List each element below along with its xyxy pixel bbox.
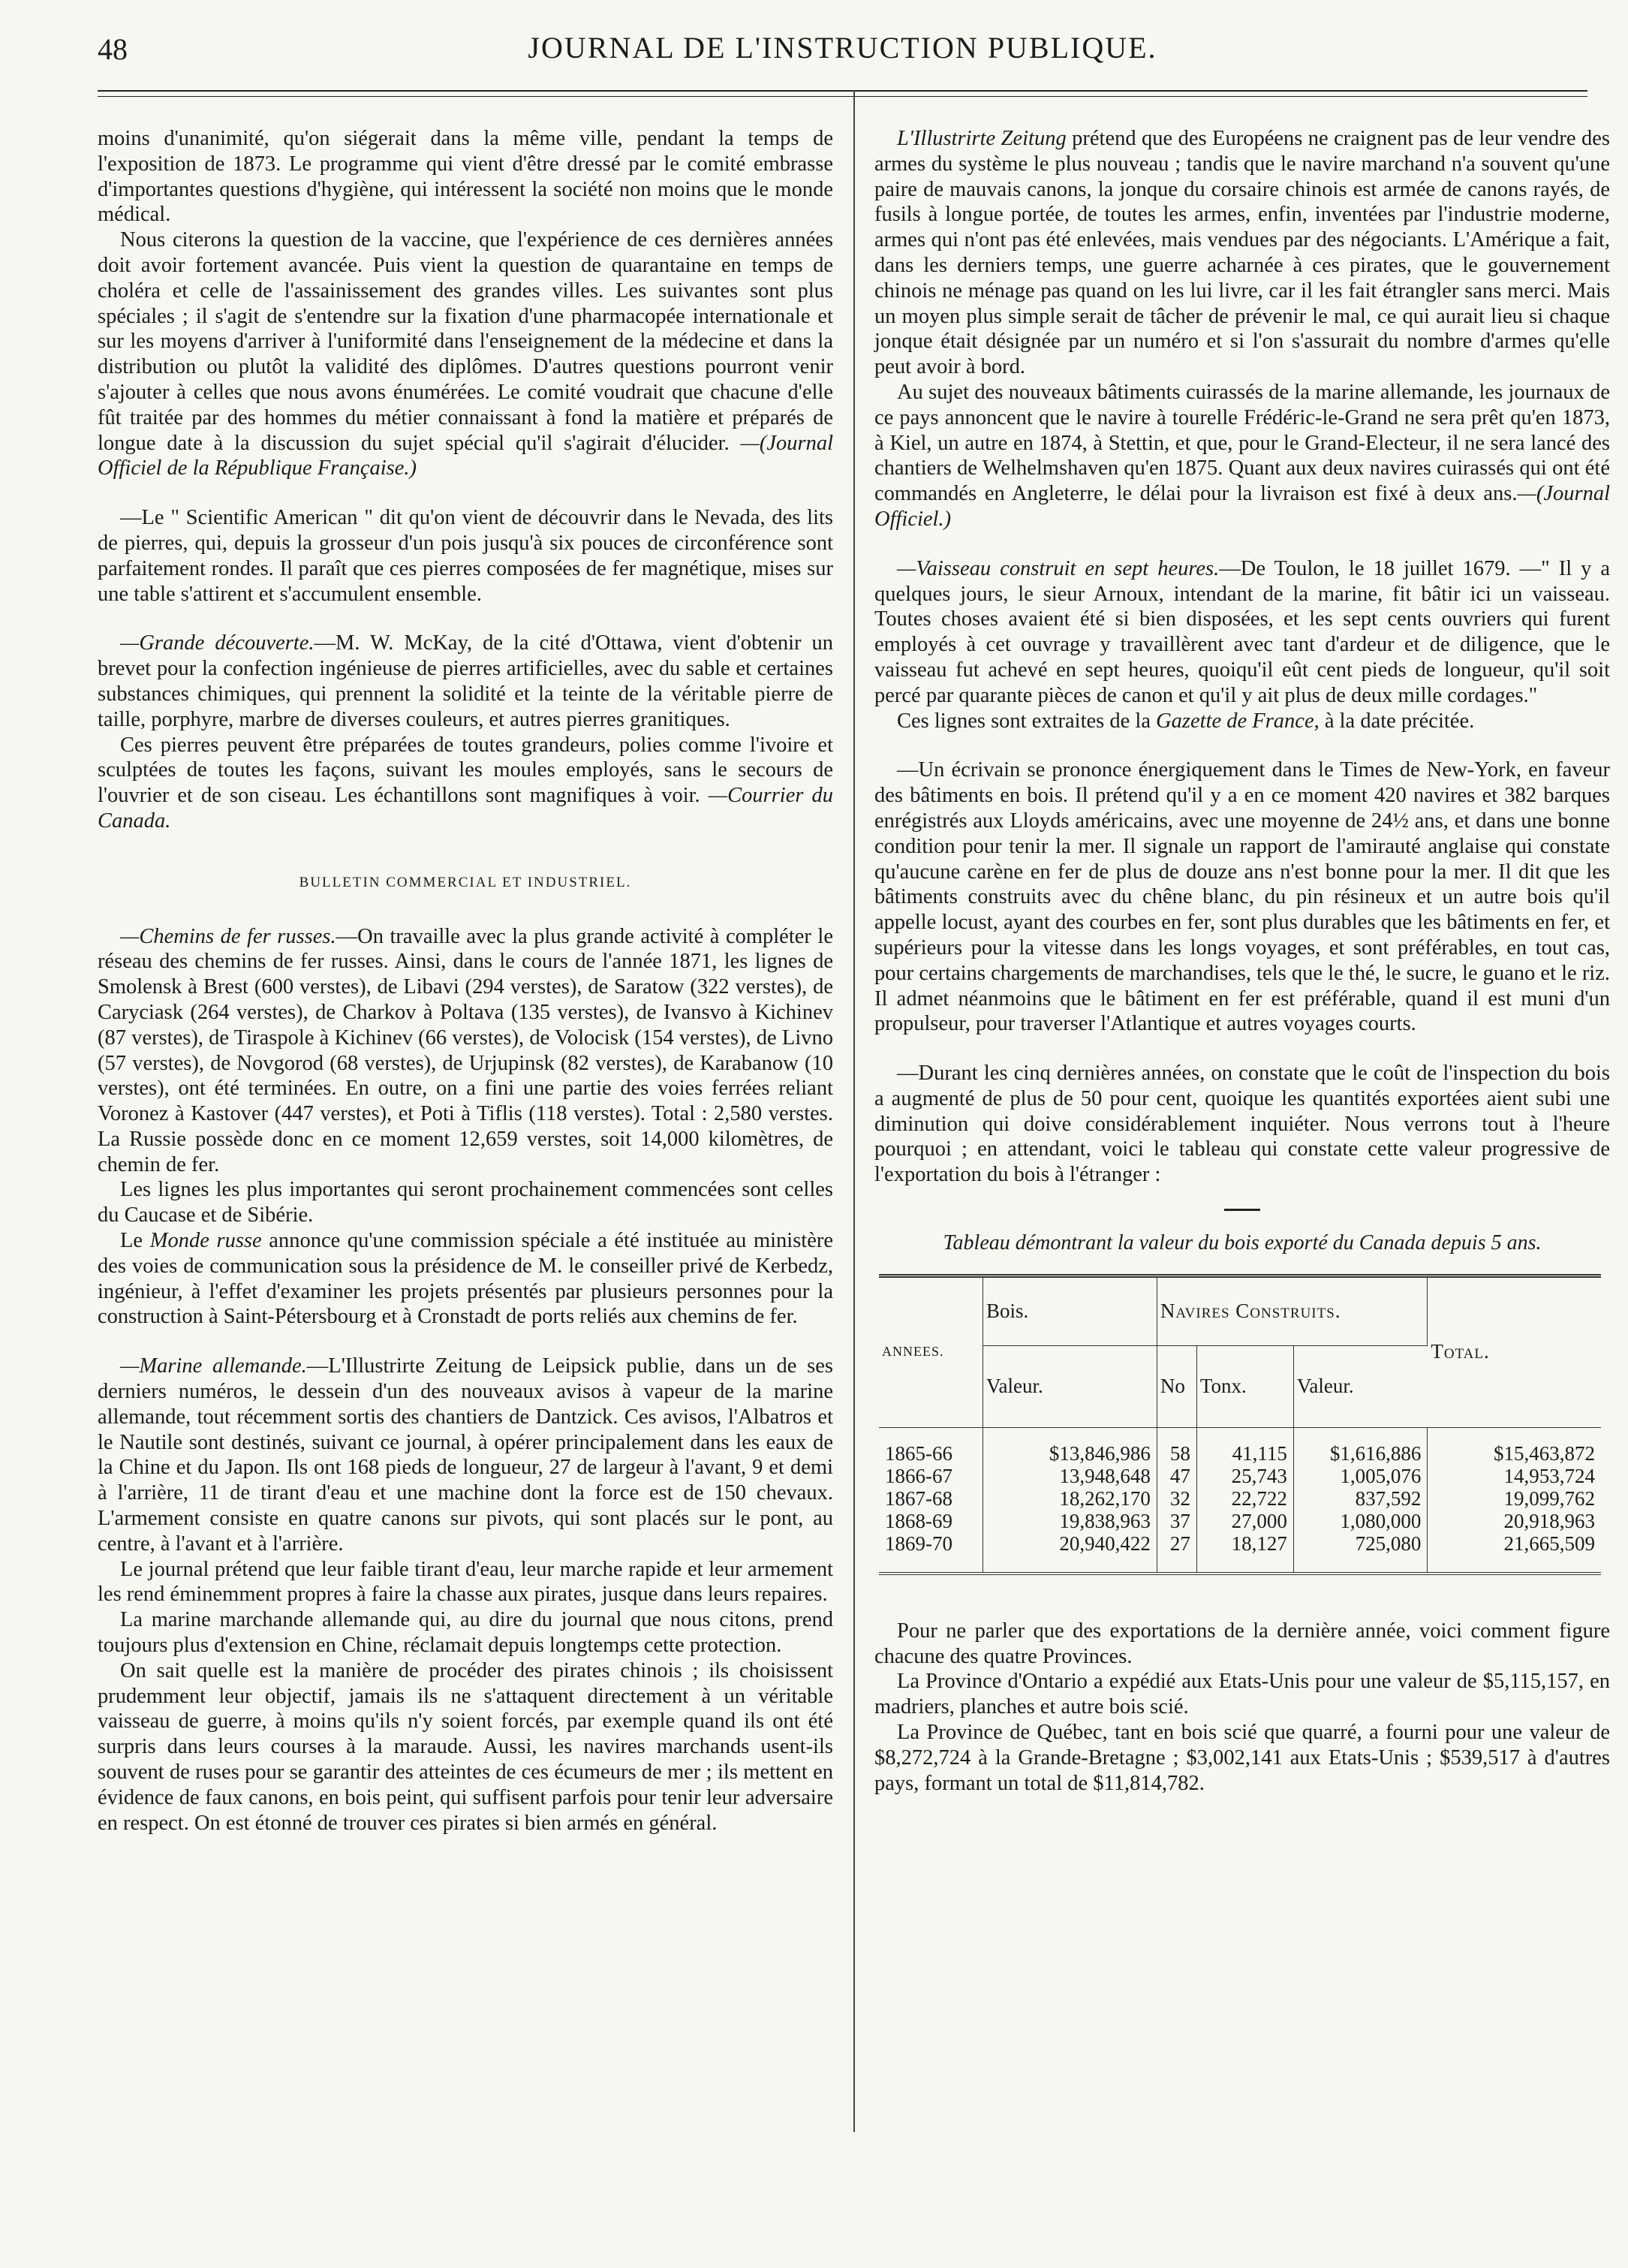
cell-tonx: 41,115	[1196, 1427, 1293, 1465]
article-paragraph	[874, 556, 1610, 709]
table-row	[879, 1487, 1601, 1510]
article-paragraph	[98, 505, 833, 607]
paragraph-text: Ces pierres peuvent être préparées de toutes grandeurs, polies comme l'ivoire et sculptées de toutes les façons, suivant les moules employés, sans le secours de l'ouvrier et de son ciseau. Les échantillons sont magnifiques à voir.	[98, 733, 833, 808]
article-paragraph	[98, 631, 833, 732]
after-table-section	[874, 1619, 1610, 1797]
cell-tonx: 22,722	[1196, 1487, 1293, 1510]
cell-navires-valeur: 1,005,076	[1293, 1465, 1428, 1487]
article-title: —Chemins de fer russes.	[120, 924, 336, 948]
header-total: Total.	[1428, 1276, 1601, 1427]
article-paragraph	[98, 733, 833, 834]
header-valeur-navires: Valeur.	[1293, 1345, 1428, 1427]
cell-year: 1868-69	[879, 1510, 983, 1532]
cell-no: 32	[1157, 1487, 1196, 1510]
cell-no: 27	[1157, 1532, 1196, 1574]
article-paragraph	[874, 1619, 1610, 1670]
header-rule-thin	[98, 96, 1587, 97]
cell-bois-valeur: 18,262,170	[983, 1487, 1157, 1510]
cell-bois-valeur: $13,846,986	[983, 1427, 1157, 1465]
article-title: —Grande découverte.	[120, 631, 314, 655]
right-column	[874, 126, 1610, 1796]
header-valeur: Valeur.	[983, 1345, 1157, 1427]
cell-no: 58	[1157, 1427, 1196, 1465]
left-column	[98, 126, 833, 1836]
cell-no: 37	[1157, 1510, 1196, 1532]
cell-navires-valeur: 837,592	[1293, 1487, 1428, 1510]
article-paragraph	[98, 1354, 833, 1556]
article-title: —Vaisseau construit en sept heures.	[897, 556, 1220, 580]
paragraph-text: On sait quelle est la manière de procéder des pirates chinois ; ils choisissent prudemment leur objectif, jamais ils ne s'attaquent directement à un véritable vaisseau de guerre, à moins qu'ils n'y soient forcés, par exemple quand ils ont été surpris dans leurs courses à la maraude. Aussi, les navires marchands usent-ils souvent de ruses pour se garantir des atteintes de ces écumeurs de mer ; ils mettent en évidence de faux canons, en bois peint, qui suffisent parfois pour tenir leur adversaire en respect. On est étonné de trouver ces pirates si bien armés en général.	[98, 1658, 833, 1835]
header-tonx: Tonx.	[1196, 1345, 1293, 1427]
article-paragraph	[874, 709, 1610, 734]
article-paragraph	[98, 924, 833, 1178]
page-number: 48	[98, 32, 128, 66]
paragraph-text: Au sujet des nouveaux bâtiments cuirassés de la marine allemande, les journaux de ce pays annoncent que le navire à tourelle Frédéric-le-Grand ne sera prêt qu'en 1873, à Kiel, un autre en 1874, à Stettin, et que, pour le Grand-Electeur, il ne sera lancé des chantiers de Welhelmshaven qu'en 1875. Quant aux deux navires cuirassés qui ont été commandés en Angleterre, le délai pour la livraison est fixé à deux ans.	[874, 380, 1610, 506]
article-paragraph	[874, 1669, 1610, 1720]
article-paragraph	[98, 1228, 833, 1330]
wood-export-table	[879, 1274, 1601, 1581]
article-title: —Marine allemande.	[120, 1354, 307, 1378]
paragraph-text: La marine marchande allemande qui, au dire du journal que nous citons, prend toujours plus d'extension en Chine, réclamait depuis longtemps cette protection.	[98, 1608, 833, 1658]
section-heading: BULLETIN COMMERCIAL ET INDUSTRIEL.	[299, 874, 632, 890]
cell-year: 1866-67	[879, 1465, 983, 1487]
paragraph-text: Le journal prétend que leur faible tirant d'eau, leur marche rapide et leur armement les rend éminemment propres à faire la chasse aux pirates, jusque dans leurs repaires.	[98, 1557, 833, 1607]
paragraph-text: Pour ne parler que des exportations de la dernière année, voici comment figure chacune des quatre Provinces.	[874, 1619, 1610, 1668]
cell-tonx: 27,000	[1196, 1510, 1293, 1532]
cell-navires-valeur: $1,616,886	[1293, 1427, 1428, 1465]
source-citation: —(Journal Officiel.)	[874, 482, 1610, 531]
cell-total: 20,918,963	[1503, 1509, 1595, 1532]
paragraph-text: —Durant les cinq dernières années, on constate que le coût de l'inspection du bois a augmenté de plus de 50 pour cent, quoique les quantités exportées aient subi une diminution qui doive considérablement inquiéter. Nous verrons tout à l'heure pourquoi ; en attendant, voici le tableau qui constate cette valeur progressive de l'exportation du bois à l'étranger :	[874, 1062, 1610, 1187]
article-paragraph	[874, 1720, 1610, 1796]
article-paragraph	[98, 1177, 833, 1228]
paragraph-text: moins d'unanimité, qu'on siégerait dans la même ville, pendant la temps de l'exposition de 1873. Le programme qui vient d'être dressé par le comité embrasse d'importantes questions d'hygiène, qui intéressent la société non moins que le monde médical.	[98, 127, 833, 227]
cell-navires-valeur: 1,080,000	[1293, 1510, 1428, 1532]
paragraph-text: —On travaille avec la plus grande activité à compléter le réseau des chemins de fer russes. Ainsi, dans le cours de l'année 1871, les lignes de Smolensk à Brest (600 verstes), de Libavi (294 verstes), de Saratow (322 verstes), de Caryciask (264 verstes), de Charkov à Poltava (135 verstes), de Ivansvo à Kichinev (87 verstes), de Tiraspole à Kichinev (66 verstes), de Volocisk (154 verstes), de Livno (57 verstes), de Novgorod (68 verstes), de Urjupinsk (82 verstes), de Karabanow (10 verstes), ont été terminées. En outre, on a fini une partie des voies ferrées reliant Voronez à Kastover (447 verstes), et Poti à Tiflis (118 verstes). Total : 2,580 verstes. La Russie possède donc en ce moment 12,659 verstes, soit 14,000 kilomètres, de chemin de fer.	[98, 924, 833, 1176]
table-row	[879, 1532, 1601, 1574]
paragraph-text: —M. W. McKay, de la cité d'Ottawa, vient d'obtenir un brevet pour la confection ingénieuse de pierres artificielles, avec du sable et certaines substances chimiques, qui prennent la solidité et la teinte de la véritable pierre de taille, porphyre, marbre de diverses couleurs, et autres pierres granitiques.	[98, 631, 833, 731]
header-bois: Bois.	[983, 1276, 1157, 1345]
cell-year: 1867-68	[879, 1487, 983, 1510]
article-paragraph	[98, 126, 833, 227]
cell-navires-valeur: 725,080	[1293, 1532, 1428, 1574]
table-footer-rule	[879, 1574, 1601, 1581]
article-paragraph	[874, 758, 1610, 1037]
cell-bois-valeur: 20,940,422	[983, 1532, 1157, 1574]
paragraph-text: —De Toulon, le 18 juillet 1679. —" Il y a quelques jours, le sieur Arnoux, intendant de la marine, fit bâtir ici un vaisseau. Toutes choses avaient été si bien disposées, et les sept cents ouvriers qui furent employés à cet ouvrage y travaillèrent avec tant d'ardeur et de diligence, que le vaisseau fut achevé en sept heures, quoiqu'il eût cent pieds de longueur, qu'il soit percé par quarante pièces de canon et qu'il y ait plus de deux mille cordages."	[874, 556, 1610, 707]
paragraph-text: —Un écrivain se prononce énergiquement dans le Times de New-York, en faveur des bâtiments en bois. Il prétend qu'il y a en ce moment 420 navires et 382 barques enrégistrés aux Lloyds américains, avec une moyenne de 24½ ans, et dans une bonne condition pour tenir la mer. Il signale un rapport de l'amirauté anglaise qui constate qu'aucune carène en fer de plus de douze ans n'est bonne pour la mer. Il dit que les bâtiments construits avec du chêne blanc, du pin résineux et un autre bois qu'il appelle locust, ayant des courbes en fer, sont plus durables que les bâtiments en fer, et supérieurs pour la vitesse dans les longs voyages, et sont préférables, en tout cas, pour certains chargements de marchandises, tels que le thé, le sucre, le guano et le riz. Il admet néanmoins que le bâtiment en fer est préférable, quand il est muni d'un propulseur, pour traverser l'Atlantique et autres voyages courts.	[874, 758, 1610, 1036]
paragraph-text: Nous citerons la question de la vaccine, que l'expérience de ces dernières années doit avoir fortement avancée. Puis vient la question de quarantaine en temps de choléra et celle de l'assainissement des grandes villes. Les suivantes sont plus spéciales ; il s'agit de s'entendre sur la fixation d'une pharmacopée internationale et sur les moyens d'arriver à l'uniformité dans l'enseignement de la médecine et dans la distribution ou plutôt la validité des diplômes. D'autres questions pourront venir s'ajouter à celles que nous avons énumérées. Le comité voudrait que chacune d'elle fût traitée par des hommes du métier connaissant à fond la matière et préparés de longue date à la discussion du sujet spécial qu'il s'agirait d'élucider.	[98, 228, 833, 455]
paragraph-text: La Province d'Ontario a expédié aux Etats-Unis pour une valeur de $5,115,157, en madriers, planches et autre bois scié.	[874, 1670, 1610, 1719]
cell-year: 1865-66	[879, 1427, 983, 1465]
table-row	[879, 1427, 1601, 1465]
article-paragraph	[98, 1607, 833, 1658]
cell-total: 21,665,509	[1503, 1532, 1595, 1555]
cell-bois-valeur: 19,838,963	[983, 1510, 1157, 1532]
article-paragraph	[98, 1658, 833, 1836]
paragraph-text: Le	[120, 1229, 143, 1253]
table-caption: Tableau démontrant la valeur du bois exporté du Canada depuis 5 ans.	[943, 1231, 1542, 1255]
cell-total: $15,463,872	[1494, 1441, 1595, 1465]
page-header	[98, 27, 1587, 72]
paragraph-text: à la date précitée.	[1324, 709, 1475, 733]
publication-name: L'Illustrirte Zeitung	[897, 127, 1067, 150]
table-row	[879, 1465, 1601, 1487]
header-annees: ANNEES.	[879, 1276, 983, 1427]
article-paragraph	[874, 1061, 1610, 1188]
article-paragraph	[874, 126, 1610, 380]
column-divider	[853, 90, 855, 2132]
table-separator	[1224, 1209, 1260, 1211]
paragraph-text: prétend que des Européens ne craignent pas de leur vendre des armes du système le plus nouveau ; tandis que le navire marchand n'a souvent qu'une paire de mauvais canons, la jonque du corsaire chinois est armée de canons rayés, de fusils à longue portée, de toutes les armes, enfin, inventées par l'industrie moderne, armes qui n'ont pas été enlevées, mais vendues par des négociants. L'Amérique a fait, dans les derniers temps, une guerre acharnée à ces pirates, que le gouvernement chinois ne ménage pas quand on les lui livre, car il les fait étrangler sans merci. Mais un moyen plus simple serait de tâcher de prévenir le mal, ce qui aurait lieu si chaque jonque était désignée par un numéro et si l'on s'assurait du nombre d'armes qu'elle peut avoir à bord.	[874, 127, 1610, 379]
paragraph-text: —Le " Scientific American " dit qu'on vient de découvrir dans le Nevada, des lits de pierres, qui, depuis la grosseur d'un pois jusqu'à six pouces de circonférence sont parfaitement rondes. Il paraît que ces pierres composées de fer magnétique, mises sur une table s'attirent et s'accumulent ensemble.	[98, 506, 833, 606]
cell-year: 1869-70	[879, 1532, 983, 1574]
article-paragraph	[98, 227, 833, 481]
header-no: No	[1157, 1345, 1196, 1427]
source-citation: —(Journal Officiel de la République Française.)	[98, 431, 834, 480]
header-rule	[98, 90, 1587, 92]
paragraph-text: Les lignes les plus importantes qui seront prochainement commencées sont celles du Caucase et de Sibérie.	[98, 1178, 833, 1227]
paragraph-text: La Province de Québec, tant en bois scié que quarré, a fourni pour une valeur de $8,272,724 à la Grande-Bretagne ; $3,002,141 aux Etats-Unis ; $539,517 à d'autres pays, formant un total de $11,814,782.	[874, 1721, 1610, 1795]
header-navires: Navires Construits.	[1157, 1276, 1428, 1345]
table-header-row	[879, 1276, 1601, 1345]
cell-tonx: 18,127	[1196, 1532, 1293, 1574]
article-paragraph	[874, 380, 1610, 532]
publication-name: Monde russe	[149, 1229, 262, 1253]
paragraph-text: Ces lignes sont extraites de la	[897, 709, 1151, 733]
cell-bois-valeur: 13,948,648	[983, 1465, 1157, 1487]
paragraph-text: annonce qu'une commission spéciale a été instituée au ministère des voies de communication sous la présidence de M. le conseiller privé de Kerbedz, ingénieur, à l'effet d'examiner les projets présentés par plusieurs personnes pour la construction à Saint-Pétersbourg et à Cronstadt de ports reliés aux chemins de fer.	[98, 1229, 834, 1329]
publication-name: Gazette de France,	[1156, 709, 1320, 733]
cell-tonx: 25,743	[1196, 1465, 1293, 1487]
paragraph-text: —L'Illustrirte Zeitung de Leipsick publie, dans un de ses derniers numéros, le dessein d'un des nouveaux avisos à vapeur de la marine allemande, tout récemment sortis des chantiers de Dantzick. Ces avisos, l'Albatros et le Nautile sont destinés, suivant ce journal, à opérer principalement dans les eaux de la Chine et du Japon. Ils ont 168 pieds de longueur, 27 de largeur à l'avant, 9 et demi à l'arrière, 11 de tirant d'eau et une machine dont la force est de 150 chevaux. L'armement consiste en quatre canons sur pivots, qui sont placés sur le pont, au centre, à l'avant et à l'arrière.	[98, 1354, 833, 1556]
cell-no: 47	[1157, 1465, 1196, 1487]
table-row	[879, 1510, 1601, 1532]
cell-total: 14,953,724	[1503, 1464, 1595, 1487]
article-paragraph	[98, 1557, 833, 1608]
journal-title: JOURNAL DE L'INSTRUCTION PUBLIQUE.	[528, 31, 1157, 65]
cell-total: 19,099,762	[1503, 1486, 1595, 1510]
source-citation: —Courrier du Canada.	[98, 784, 833, 833]
